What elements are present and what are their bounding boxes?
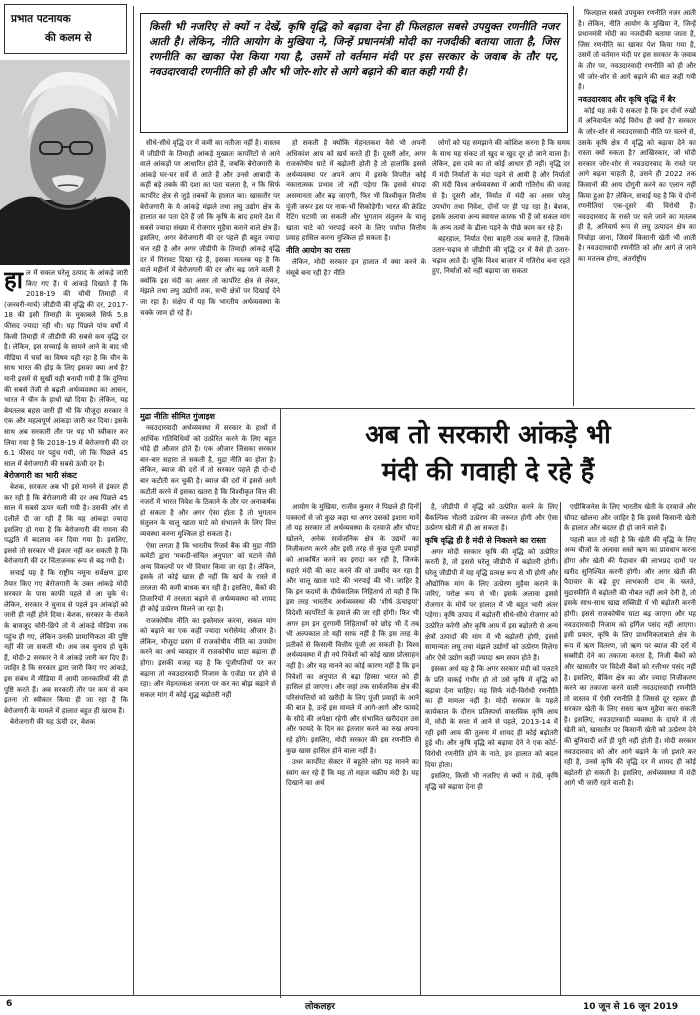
- headline-line-1: अब तो सरकारी आंकड़े भी: [365, 420, 611, 450]
- paragraph: बेशक, सरकार अब भी इसे मानने से इंकार ही कर रही है कि बेरोजगारी की दर अब पिछले 45 साल में सबसे ऊपर चली गयी है। उसकी ओर से दलीलें दी जा रही हैं कि यह आंकड़ा ज्यादा इसलिए हो गया है कि बेरोजगारी की गणना की पद्धति में बदलाव कर दिया गया है। इसलिए, इससे तो सरकार भी इंकार नहीं कर सकती है कि बेरोजगारी की दर चिंताजनक रूप से बढ़ गयी है।: [4, 483, 128, 566]
- paragraph: है, जीडीपी में वृद्धि को उत्प्रेरित करने के लिए बैंकल्पिक भीतरी उत्प्रेरण की जरूरत होगी और ऐसा उत्प्रेरण खेती से ही आ सकता है।: [425, 503, 558, 533]
- drop-cap: हा: [4, 268, 23, 294]
- paragraph: राजकोषीय नीति का इस्तेमाल करना, सकल मांग को बढ़ाने का एक कहीं ज्यादा भरोसेमंद औजार है। लेकिन, मौजूदा प्रसंग में राजकोषीय नीति का उपयोग करने का अर्थ व्यवहार में राजकोषीय घाटा बढ़ाना ही होगा। इसकी वजह यह है कि पूंजीपतियों पर कर बढ़ाना तो नवउदारवादी निजाम के एजेंडा पर होने से रहा। और मेहनतकश जनता पर कर का बोझ बढ़ाने से सकल मांग में कोई शुद्ध बढ़ोतरी नहीं: [140, 616, 276, 699]
- paragraph: लेकिन, मोदी सरकार इन हालात में क्या करने के मंसूबे बना रही है? नीति: [286, 257, 426, 277]
- column-3: [286, 138, 426, 406]
- column-rule: [573, 6, 574, 406]
- paragraph: आयोग के मुखिया, राजीव कुमार ने पिछले ही दिनों पत्रकारों से जो कुछ कहा था अगर उसको इशारा मानें तो यह सरकार तो अर्थव्यवस्था के दरवाजे और चौपट खोलने, अनेक सार्वजनिक क्षेत्र के उद्यमों का निजीकरण करने और इसी तरह से कुछ पूंजी प्रवाहों को आकर्षित करने का इरादा कर रही है, जिनके सहारे मंदी की काट करने की वो उम्मीद कर रहा है और चालू खाता घाटे की भरपाई की भी। जाहिर है कि इन कदमों के दीर्घकालिक निहितार्थ तो यही हैं कि इस तरह भारतीय अर्थव्यवस्था की 'शीर्ष ऊंचाइयां' विदेशी कार्पोरेटों के हवाले की जा रही होंगी। फिर भी अगर हम इन दुरगामी निहितार्थों को छोड़ भी दें तब भी अल्पकाल तो यही साफ नहीं है कि इस तरह के प्रतीकों से किसानी वित्तीय पूंजी आ सकती है। विश्व अर्थव्यवस्था में ही नये निवेशों को कोई खास प्रोत्साहन नहीं है। और यह मानने का कोई कारण नहीं है कि इन निवेशों का अनुपात से बढ़ा हिस्सा भारत को ही हासिल हो जाएगा। और जहां तक सार्वजनिक क्षेत्र की परिसंपत्तियों को खरीदी के लिए पूंजी प्रवाहों के आने की बात है, उन्हें इस मामले में आगे-आगे और फायदे के सौदे की अपेक्षा रहेगी और संभावित खरीददार उस और फायदे के दिन का इंतजार करने का रुख अपना रहे होंगे। इसलिए, मोदी सरकार की इस रणनीति से कुछ खास हासिल होने वाला नहीं है।: [286, 503, 419, 755]
- column-5: [578, 8, 696, 406]
- paragraph: अगर मोदी सरकार कृषि की वृद्धि को उत्प्रेरित करती है, तो इससे घरेलू जीडीपी में बढ़ोतरी होगी। घरेलू जीडीपी में यह वृद्धि प्रत्यक्ष रूप से भी होगी और औद्योगिक मांग के लिए उत्प्रेरण मुहैया कराने के जरिए, परोक्ष रूप से भी। इसके अलावा इससे रोजगार के मोर्चे पर हालात में भी बहुत भारी अंतर पड़ेगा। कृषि उत्पाद में बढ़ोतरी सीधे-सीधे रोजगार को उत्प्रेरित करेगी और कृषि आय में इस बढ़ोतरी से अन्य क्षेत्रों उत्पादों की मांग में भी बढ़ोतरी होगी, इससे सामान्यतः लघु तथा मंझले उद्योगों को उत्प्रेरण मिलेगा और ऐसे उद्योग कहीं ज्यादा श्रम सघन होते हैं।: [425, 547, 558, 662]
- column-label: की कलम से: [45, 32, 92, 44]
- paragraph: पहली बात तो यही है कि खेती की वृद्धि के लिए अन्य चीजों के अलावा सस्ते ऋण का प्रावधान करना होगा और खेती की पैदावार की लाभप्रद दामों पर खरीद सुनिश्चित करनी होगी। और अगर खेती की पैदावार के बढ़े हुए लाभकारी दाम के चलते, मुद्रास्फीति में बढ़ोतरी की नौबत नहीं आने देनी है, तो इसके साथ-साथ खाद्य सब्सिडी में भी बढ़ोतरी करनी होगी। इससे राजकोषीय घाटा बढ़ जाएगा और यह नवउदारवादी निजाम को हर्गिज पसंद नहीं आएगा। इसी प्रकार, कृषि के लिए प्राथमिकताबाले क्षेत्र के रूप में ऋण वितरण, जो ऋण पर ब्याज की दरों में सब्सीडी देने का तकाजा करता है, निजी बैंकों को और खासतौर पर विदेशी बैंकों को रत्तीभर पसंद नहीं है। इसलिए, बैंकिंग क्षेत्र का और ज्यादा निजीकरण करने का तकाजा करने वाली नवउदारवादी रणनीति तो वास्तव में ऐसी रणनीति है जिससे दूर रहकर ही सरकार खेती के लिए सस्ता ऋण मुहैया करा सकती है। इसलिए, नवउदारवादी व्यवस्था के दायरे में तो खेती को, खासतौर पर किसानी खेती को उत्प्रेरण देने की बुनियादी शर्तें ही पूरी नहीं होती हैं। मोदी सरकार नवउदारवाद को और आगे बढ़ाने के जो इशारे कर रही है, उनसे कृषि की वृद्धि दर में शायद ही कोई बढ़ोतरी हो सकती है। इसलिए, अर्थव्यवस्था में मंदी आगे भी जारी रहने वाली है।: [564, 535, 696, 788]
- section-rule: [140, 408, 695, 409]
- column-2-continued: [140, 410, 276, 996]
- paragraph: बेरोजगारी की यह ऊंची दर, बेशक: [10, 718, 96, 727]
- paragraph: कोई यह तर्क दे सकता है कि इन दोनों रुखों में अनिवार्यतः कोई विरोध ही क्यों है? सरकार के जोर-शोर से नवउदारवादी नीति पर चलने से, उसके कृषि क्षेत्र में वृद्धि को बढ़ावा देने का रास्ता क्यों रुकता है? आखिरकार, जो मोदी सरकार जोर-शोर से नवउदारवाद के रास्ते पर आगे बढ़ना चाहती है, उसने ही 2022 तक किसानों की आय दोगुनी करने का एलान नहीं किया हुआ है? लेकिन, सचाई यह है कि ये दोनों रणनीतियां एक-दूसरे की विरोधी हैं। नवउदारवाद के रास्ते पर चले जाने का मतलब ही है, अनिवार्य रूप से लघु उत्पादन क्षेत्र का निचोड़ा जाना, जिसमें किसानी खेती भी आती है। नवउदारवादी रणनीति को और आगे ले जाने का मतलब होगा, अंतर्राष्ट्रीय: [578, 106, 696, 264]
- author-name: प्रभात पटनायक: [11, 13, 71, 25]
- subheading: कृषि वृद्धि ही है मंदी से निकलने का रास्ता: [425, 535, 546, 545]
- newspaper-name: लोकलहर: [305, 1002, 335, 1012]
- paragraph: एग्रीबिजनेस के लिए भारतीय खेती के दरवाजे और चौपट खोलना और जाहिर है कि इससे किसानी खेती के हालात और बदतर ही हो जाने वाले हैं।: [564, 503, 696, 533]
- paragraph: बहरहाल, निर्यात ऐसा बाहरी तत्व बनाते हैं, जिसके उतार-चढ़ाव से जीडीपी की वृद्धि दर में वैसे ही उतार-चढ़ाव आते हैं। चूंकि विश्व बाजार में गतिरोध बना रहते हुए, निर्यातों को नहीं बढ़ाया जा सकता: [432, 235, 570, 276]
- paragraph: सीधे-सीधे वृद्धि दर में कमी का नतीजा नहीं है। वास्तव में जीडीपी के तिमाही आंकड़े मुख्यतः कार्पोरेटों से आने वाले आंकड़ों पर आधारित होते हैं, जबकि बेरोजगारी के आंकड़े घर-घर सर्वे से आते हैं और उनसे आबादी के कहीं बड़े तबके की दशा का पता चलता है, न कि सिर्फ कार्पोरेट क्षेत्र से जुड़े तबकों के हालात का। खासतौर पर बेरोजगारी के ये आंकड़े मंझले तथा लघु उद्योग क्षेत्र के हालात का पता देते हैं जो कि कृषि के बाद हमारे देश में सबसे ज्यादा संख्या में रोजगार मुहैया कराने वाले क्षेत्र हैं। इसलिए, अगर बेरोजगारी की दर पहले ही बहुत ज्यादा चल रही है और अगर जीडीपी के तिमाही आंकड़े वृद्धि दर में गिरावट दिखा रहे हैं, इसका मतलब यह है कि वाले महीनों में बेरोजगारी की दर और बढ़ जाने वाली है क्योंकि इस मंदी का असर तो कार्पोरेट क्षेत्र से लेकर, मंझले तथा लघु उद्योगों तक, सभी क्षेत्रों पर दिखाई देने जा रहा है। संक्षेप में यह कि भारतीय अर्थव्यवस्था के चक्के जाम हो रहे हैं।: [140, 139, 280, 317]
- paragraph: उधर कार्पोरेट सेक्टर में बहुतेरे लोग यह मानने का स्वांग कर रहे हैं कि यह तो महज चक्रीय मंदी है। यह दिखाने का अर्थ: [286, 758, 419, 788]
- footer-rule: [0, 995, 700, 996]
- issue-date: 10 जून से 16 जून 2019: [583, 1002, 679, 1012]
- subheading: मुद्रा नीतिः सीमित गुंजाइश: [140, 412, 215, 421]
- subheading: नवउदारवाद और कृषि वृद्धि में बैर: [578, 94, 676, 104]
- paragraph: ऐसा लगता है कि भारतीय रिजर्व बैंक की मुद्रा नीति कमेटी द्वारा 'मकदी-संचित अनुपात' को घटाने जैसे अन्य विकल्पों पर भी विचार किया जा रहा है। लेकिन, इसके तो कोई खास ही नहीं कि खर्च के रास्ते में तरलता की कमी बाधक बन रही है। इसलिए, बैंकों की तिजारियों में तरलता बढ़ाने से अर्थव्यवस्था को शायद ही कोई उत्प्रेरण मिलने जा रहा है।: [140, 541, 276, 614]
- paragraph: ल में सकल घरेलू उत्पाद के आंकड़े जारी किए गए हैं। ये आंकड़े दिखाते हैं कि 2018-19 की चौथी तिमाही में (जनवरी-मार्च) जीडीपी की वृद्धि की दर, 2017-18 की इसी तिमाही के मुकाबले सिर्फ 5.8 फीसद ज्यादा रही थी। यह पिछले पांच वर्षों में किसी तिमाही में जीडीपी की सबसे कम वृद्धि दर है। लेकिन, इस सच्चाई के सामने आने के बाद भी मीडिया में चर्चा का विषय यही रहा है कि चीन के साथ भारत की होड़ के लिए इसका क्या अर्थ है? यानी इसमें से सुर्खी यही बनायी गयी है कि दुनिया की सबसे तेजी से बढ़ती अर्थव्यवस्था का आसन, भारत ने चीन के हाथों खो दिया है। लेकिन, यह बेमतलब बहस जारी ही थी कि मौजूदा सरकार ने एक और महत्वपूर्ण आंकड़ा जारी कर दिया। इसके साथ अब सरकारी तौर पर यह भी स्वीकार कर लिया गया है कि 2018-19 में बेरोजगारी की दर 6.1 फीसद पर पहुंच गयी, जो कि पिछले 45 साल में बेरोजगारी की सबसे ऊंची दर है।: [4, 269, 128, 468]
- headline: [284, 417, 692, 497]
- byline-box: [4, 4, 127, 54]
- column-rule: [420, 502, 421, 996]
- column-lower-3: [564, 502, 696, 996]
- column-4: [432, 138, 570, 406]
- paragraph: सचाई यह है कि राष्ट्रीय नमूना सर्वेक्षण द्वारा तैयार किए गए बेरोजगारी के उक्त आंकड़े मोदी सरकार के पास काफी पहले से आ चुके थे। लेकिन, सरकार ने चुनाव से पहले इन आंकड़ों को जारी ही नहीं होने दिया। बेशक, सरकार के रोकने के बावजूद चोरी-छिपे तो ये आंकड़े मीडिया तक पहुंच ही गए, लेकिन उनकी प्रामाणिकता की पुष्टि नहीं की जा सकती थी। अब जब चुनाव हो चुके हैं, मोदी-2 सरकार ने ये आंकड़े जारी कर दिए हैं। जाहिर है कि सरकार द्वारा जारी किए गए आंकड़े, इस संबंध में मीडिया में आयी जानकारियों की ही पुष्टि करते हैं। अब सरकारी तौर पर कम से कम इतना तो स्वीकार किया ही जा रहा है कि बेरोजगारी के मामले में हालात बहुत ही खराब हैं।: [4, 569, 128, 715]
- column-2: [140, 138, 280, 406]
- paragraph: हो सकती है क्योंकि मेहनतकश वैसे भी अपनी अधिकांश आय को खर्च करते ही हैं। दूसरी ओर, अगर राजकोषीय घाटे में बढ़ोतरी होती है तो हालांकि इससे अर्थव्यवस्था पर अपने आप में इसके विपरीत कोई नकारात्मक प्रभाव तो नहीं पड़ेगा कि इससे संपदा असमानता और बढ़ जाएगी, फिर भी विश्वीकृत वित्तीय पूंजी जरूर इस पर नाक-भौं सिकोड़ेगी। भारत की क्रेडिट रेटिंग घटायी जा सकती और भुगतान संतुलन के चालू खाता घाटे को भरपाई करने के लिए पर्याप्त वित्तीय प्रवाह हासिल करना मुश्किल हो सकता है।: [286, 139, 426, 243]
- column-rule: [133, 6, 134, 996]
- paragraph: इसलिए, किसी भी नजरिए से क्यों न देखें, कृषि वृद्धि को बढ़ावा देना ही: [425, 772, 558, 791]
- subheading: नीति आयोग का रास्ता: [286, 245, 351, 255]
- pull-quote-text: किसी भी नजरिए से क्यों न देखें, कृषि वृद्धि को बढ़ावा देना ही फिलहाल सबसे उपयुक्त रणनीति नजर आती है। लेकिन, नीति आयोग के मुखिया ने, जिन्हें प्रधानमंत्री मोदी का नजदीकी बताया जाता है, जिस रणनीति का खाका पेश किया गया है, उसमें तो वर्तमान मंदी पर इस सरकार के जवाब के तौर पर, नवउदारवादी रणनीति को ही और भी जोर-शोर से आगे बढ़ाने की बात कही गयी है।: [149, 21, 559, 78]
- page-number: 6: [6, 999, 13, 1009]
- paragraph: फिलहाल सबसे उपयुक्त रणनीति नजर आती है। लेकिन, नीति आयोग के मुखिया ने, जिन्हें प्रधानमंत्री मोदी का नजदीकी बताया जाता है, जिस रणनीति का खाका पेश किया गया है, उसमें तो वर्तमान मंदी पर इस सरकार के जवाब के तौर पर, नवउदारवादी रणनीति को ही और भी जोर-शोर से आगे बढ़ाने की बात कही गयी है।: [578, 9, 696, 92]
- subheading: बेरोजगारी का भारी संकट: [4, 471, 77, 481]
- paragraph: नवउदारवादी अर्थव्यवस्था में सरकार के हाथों में आर्थिक गतिविधियों को उत्प्रेरित करने के लिए बहुत थोड़े ही औजार होते हैं। एक औजार जिसका सरकार बार-बार सहारा ले सकती है, मुद्रा नीति का होता है। लेकिन, ब्याज की दरों में तो सरकार पहले ही दो-दो बार कटौती कर चुकी है। ब्याज की दरों में इससे आगे कटौती करने में इसका खतरा है कि विश्वीकृत वित्त की नजरों में भारत निवेश के ठिकाने के तौर पर अनाकर्षक हो सकता है और अगर ऐसा होता है तो भुगतान संतुलन के चालू खाता घाटे को संभालने के लिए वित्त व्यवस्था करना मुश्किल हो सकता है।: [140, 424, 276, 538]
- author-photo: [0, 60, 130, 265]
- column-lower-1: [286, 502, 419, 996]
- column-rule: [560, 502, 561, 996]
- column-1: [4, 268, 128, 996]
- headline-line-2: मंदी की गवाही दे रहे हैं: [381, 457, 595, 487]
- column-lower-2: [425, 502, 558, 996]
- column-rule: [280, 408, 281, 998]
- pull-quote: [140, 13, 568, 133]
- paragraph: लोगों को यह समझाने की कोशिश करना है कि समय के साथ यह संकट तो खुद ब खुद दूर हो जाने वाला है। लेकिन, इस दावे का तो कोई आधार ही नहीं। वृद्धि दर में मंदी निर्यातों के मंदा पड़ने से आयी है और निर्यातों की मंदी विश्व अर्थव्यवस्था में आयी गतिरोध की वजह से है। दूसरी ओर, निर्यात में मंदी का असर घरेलू उपभोग तथा निवेश, दोनों पर ही पड़ रहा है। बेशक, इसके अलावा अन्य स्वायत्त कारक भी हैं जो सकल मांग के अन्य तत्वों के ढीला पड़ने के पीछे काम कर रहे हैं।: [432, 139, 570, 232]
- paragraph: इसका अर्थ यह है कि अगर सरकार मंदी को पलटने के प्रति वाकई गंभीर हो तो उसे कृषि में वृद्धि को बढ़ावा देना चाहिए। यह सिर्फ मंदी-विरोधी रणनीति का ही मामला नहीं है। मोदी सरकार के पहले कार्यकाल के दौरान प्रतिस्पर्धा वास्तविक कृषि आय में, मोदी के सत्ता में आने से पहले, 2013-14 में रही इसी आय की तुलना में शायद ही कोई बढ़ोतरी हुई थी। और कृषि वृद्धि को बढ़ावा देने ने एक कोर्ट-विरोधी रणनीति होने के नाते, इन हालात को बदल दिया होता।: [425, 665, 558, 769]
